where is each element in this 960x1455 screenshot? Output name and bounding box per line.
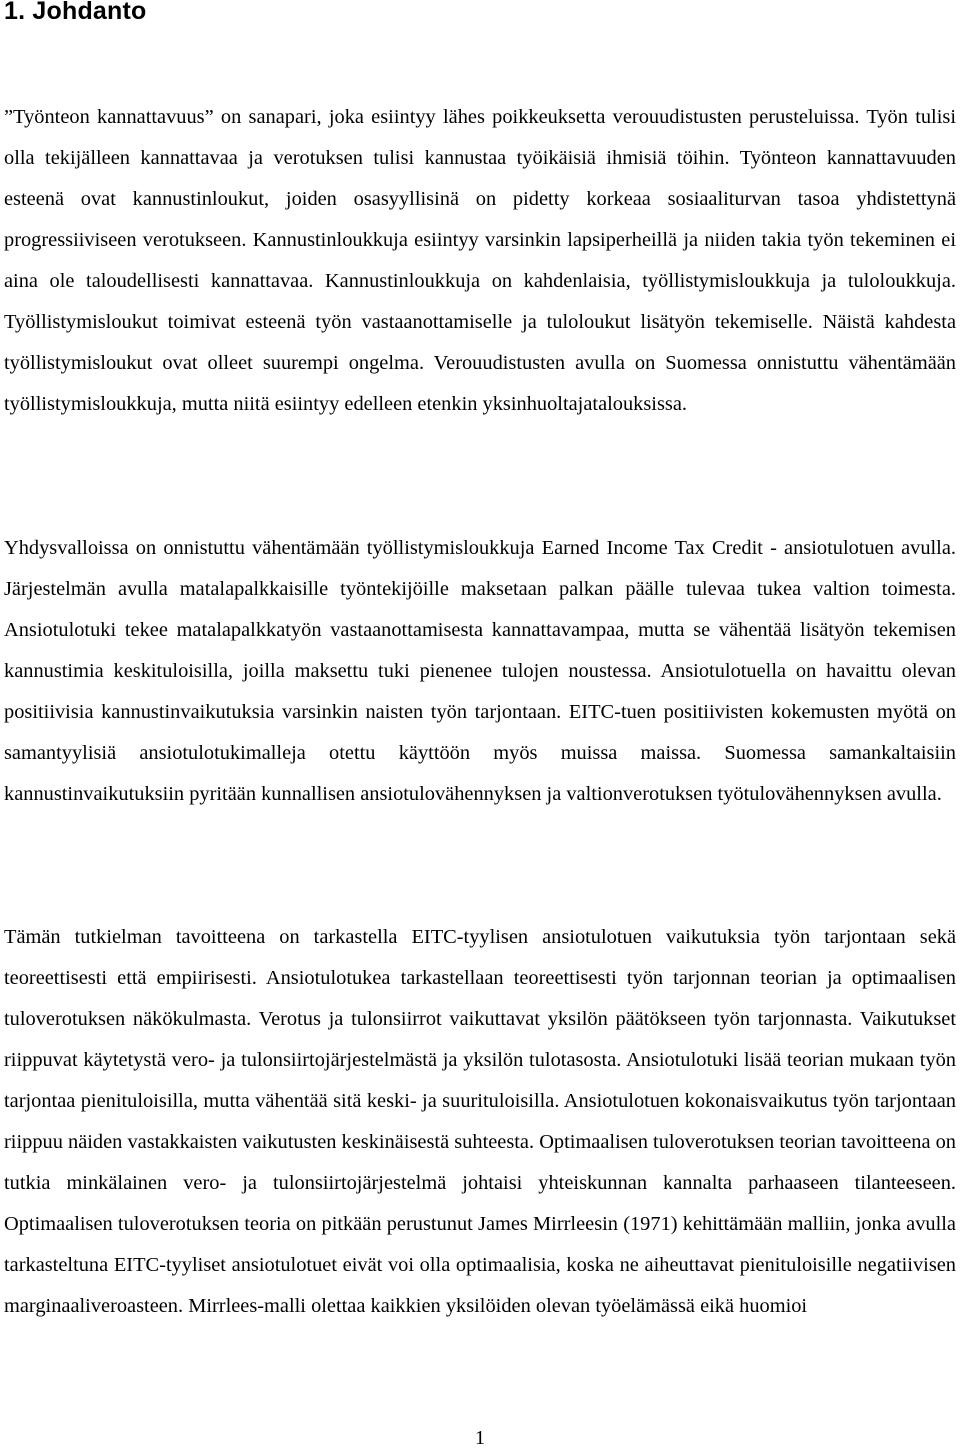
page-number: 1 (474, 1427, 486, 1449)
section-heading: 1. Johdanto (4, 0, 147, 25)
paragraph-intro: ”Työnteon kannattavuus” on sanapari, joka esiintyy lähes poikkeuksetta verouudistusten perusteluissa. Työn tulisi olla tekijälleen kannattavaa ja verotuksen tulisi kannustaa työikäisiä ihmisiä töihin. Työnteon kannattavuuden esteenä ovat kannustinloukut, joiden osasyyllisinä on pidetty korkeaa sosiaaliturvan tasoa yhdistettynä progressiiviseen verotukseen. Kannustinloukkuja esiintyy varsinkin lapsiperheillä ja niiden takia työn tekeminen ei aina ole taloudellisesti kannattavaa. Kannustinloukkuja on kahdenlaisia, työllistymisloukkuja ja tuloloukkuja. Työllistymisloukut toimivat esteenä työn vastaanottamiselle ja tuloloukut lisätyön tekemiselle. Näistä kahdesta työllistymisloukut ovat olleet suurempi ongelma. Verouudistusten avulla on Suomessa onnistuttu vähentämään työllistymisloukkuja, mutta niitä esiintyy edelleen etenkin yksinhuoltajatalouksissa. (4, 106, 956, 415)
paragraph-eitc: Yhdysvalloissa on onnistuttu vähentämään työllistymisloukkuja Earned Income Tax Credit - ansiotulotuen avulla. Järjestelmän avulla matalapalkkaisille työntekijöille maksetaan palkan päälle tulevaa tukea valtion toimesta. Ansiotulotuki tekee matalapalkkatyön vastaanottamisesta kannattavampaa, mutta se vähentää lisätyön tekemisen kannustimia keskituloisilla, joilla maksettu tuki pienenee tulojen noustessa. Ansiotulotuella on havaittu olevan positiivisia kannustinvaikutuksia varsinkin naisten työn tarjontaan. EITC-tuen positiivisten kokemusten myötä on samantyylisiä ansiotulotukimalleja otettu käyttöön myös muissa maissa. Suomessa samankaltaisiin kannustinvaikutuksiin pyritään kunnallisen ansiotulovähennyksen ja valtionverotuksen työtulovähennyksen avulla. (4, 537, 956, 805)
paragraph-aim: Tämän tutkielman tavoitteena on tarkastella EITC-tyylisen ansiotulotuen vaikutuksia työn tarjontaan sekä teoreettisesti että empiirisesti. Ansiotulotukea tarkastellaan teoreettisesti työn tarjonnan teorian ja optimaalisen tuloverotuksen näkökulmasta. Verotus ja tulonsiirrot vaikuttavat yksilön päätökseen työn tarjonnasta. Vaikutukset riippuvat käytetystä vero- ja tulonsiirtojärjestelmästä ja yksilön tulotasosta. Ansiotulotuki lisää teorian mukaan työn tarjontaa pienituloisilla, mutta vähentää sitä keski- ja suurituloisilla. Ansiotulotuen kokonaisvaikutus työn tarjontaan riippuu näiden vastakkaisten vaikutusten keskinäisestä suhteesta. Optimaalisen tuloverotuksen teorian tavoitteena on tutkia minkälainen vero- ja tulonsiirtojärjestelmä johtaisi yhteiskunnan kannalta parhaaseen tilanteeseen. Optimaalisen tuloverotuksen teoria on pitkään perustunut James Mirrleesin (1971) kehittämään malliin, jonka avulla tarkasteltuna EITC-tyyliset ansiotulotuet eivät voi olla optimaalisia, koska ne aiheuttavat pienituloisille negatiivisen marginaaliveroasteen. Mirrlees-malli olettaa kaikkien yksilöiden olevan työelämässä eikä huomioi (4, 926, 956, 1317)
